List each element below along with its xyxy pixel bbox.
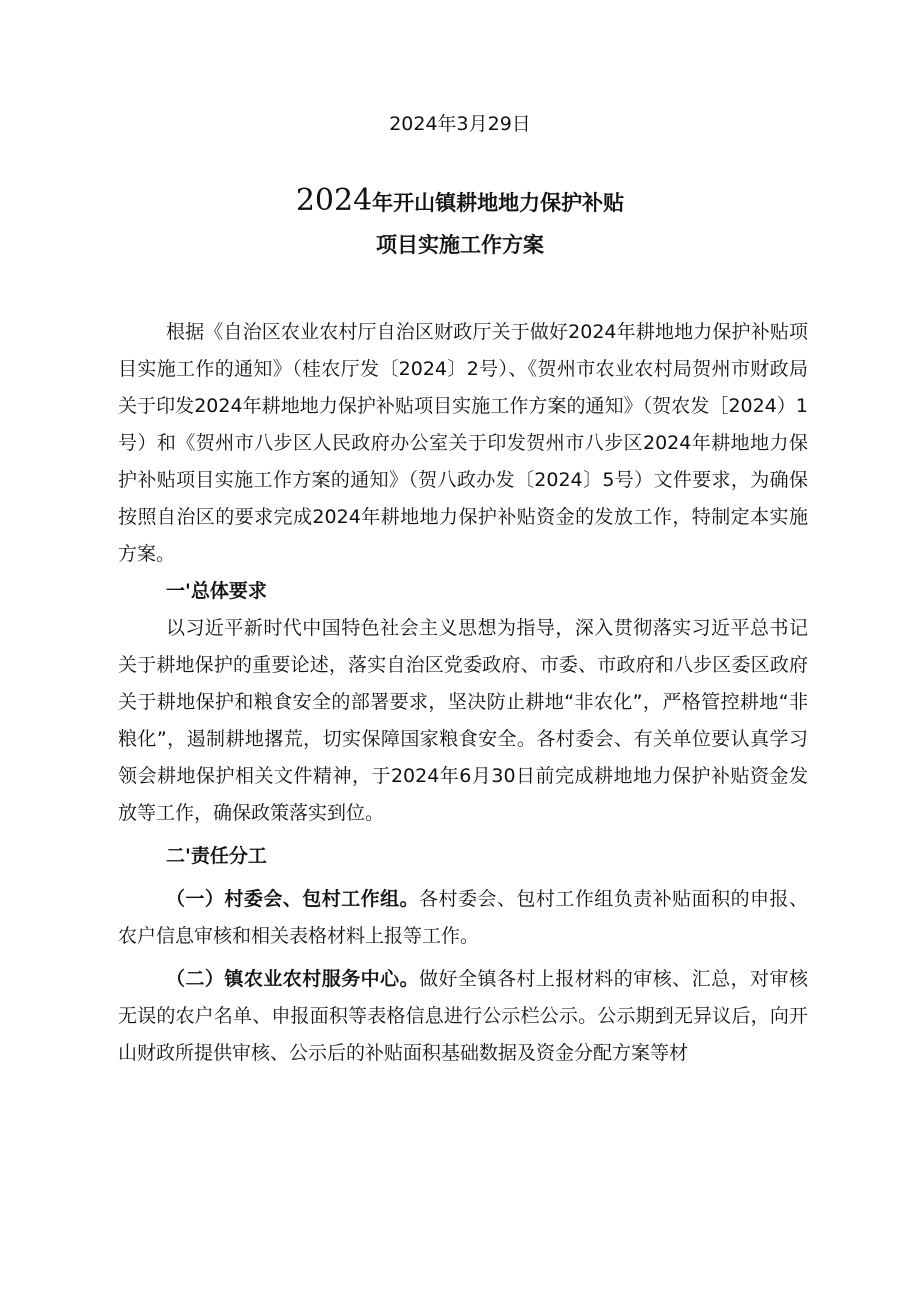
- document-body: [118, 314, 808, 1072]
- item-2-lead: （二）镇农业农村服务中心。: [166, 968, 420, 990]
- section2-item-2: [118, 961, 808, 1072]
- item-1-text: 各村委会、包村工作组负责补贴面积的申报、农户信息审核和相关表格材料上报等工作。: [118, 888, 808, 947]
- title-year: 2024: [295, 183, 373, 218]
- item-1-lead: （一）村委会、包村工作组。: [166, 888, 420, 910]
- section1-paragraph: 以习近平新时代中国特色社会主义思想为指导，深入贯彻落实习近平总书记关于耕地保护的重要论述，落实自治区党委政府、市委、市政府和八步区委区政府关于耕地保护和粮食安全的部署要求，坚决防止耕地“非农化”，严格管控耕地“非粮化”，遏制耕地撂荒，切实保障国家粮食安全。各村委会、有关单位要认真学习领会耕地保护相关文件精神，于2024年6月30日前完成耕地地力保护补贴资金发放等工作，确保政策落实到位。: [118, 617, 808, 824]
- document-title-line1: [0, 183, 920, 218]
- document-title-line2: 项目实施工作方案: [376, 233, 544, 257]
- document-date: 2024年3月29日: [389, 113, 531, 135]
- title-line1-rest: 年开山镇耕地地力保护补贴: [372, 191, 625, 215]
- section1-heading: 一'总体要求: [166, 580, 267, 602]
- item-2-text: 做好全镇各村上报材料的审核、汇总，对审核无误的农户名单、申报面积等表格信息进行公示栏公示。公示期到无异议后，向开山财政所提供审核、公示后的补贴面积基础数据及资金分配方案等材: [118, 968, 808, 1064]
- section2-item-1: [118, 881, 808, 955]
- intro-paragraph: 根据《自治区农业农村厅自治区财政厅关于做好2024年耕地地力保护补贴项目实施工作的通知》（桂农厅发〔2024〕2号）、《贺州市农业农村局贺州市财政局关于印发2024年耕地地力保护补贴项目实施工作方案的通知》（贺农发［2024）1号）和《贺州市八步区人民政府办公室关于印发贺州市八步区2024年耕地地力保护补贴项目实施工作方案的通知》（贺八政办发〔2024〕5号）文件要求，为确保按照自治区的要求完成2024年耕地地力保护补贴资金的发放工作，特制定本实施方案。: [118, 321, 808, 565]
- section2-heading: 二'责任分工: [166, 845, 267, 867]
